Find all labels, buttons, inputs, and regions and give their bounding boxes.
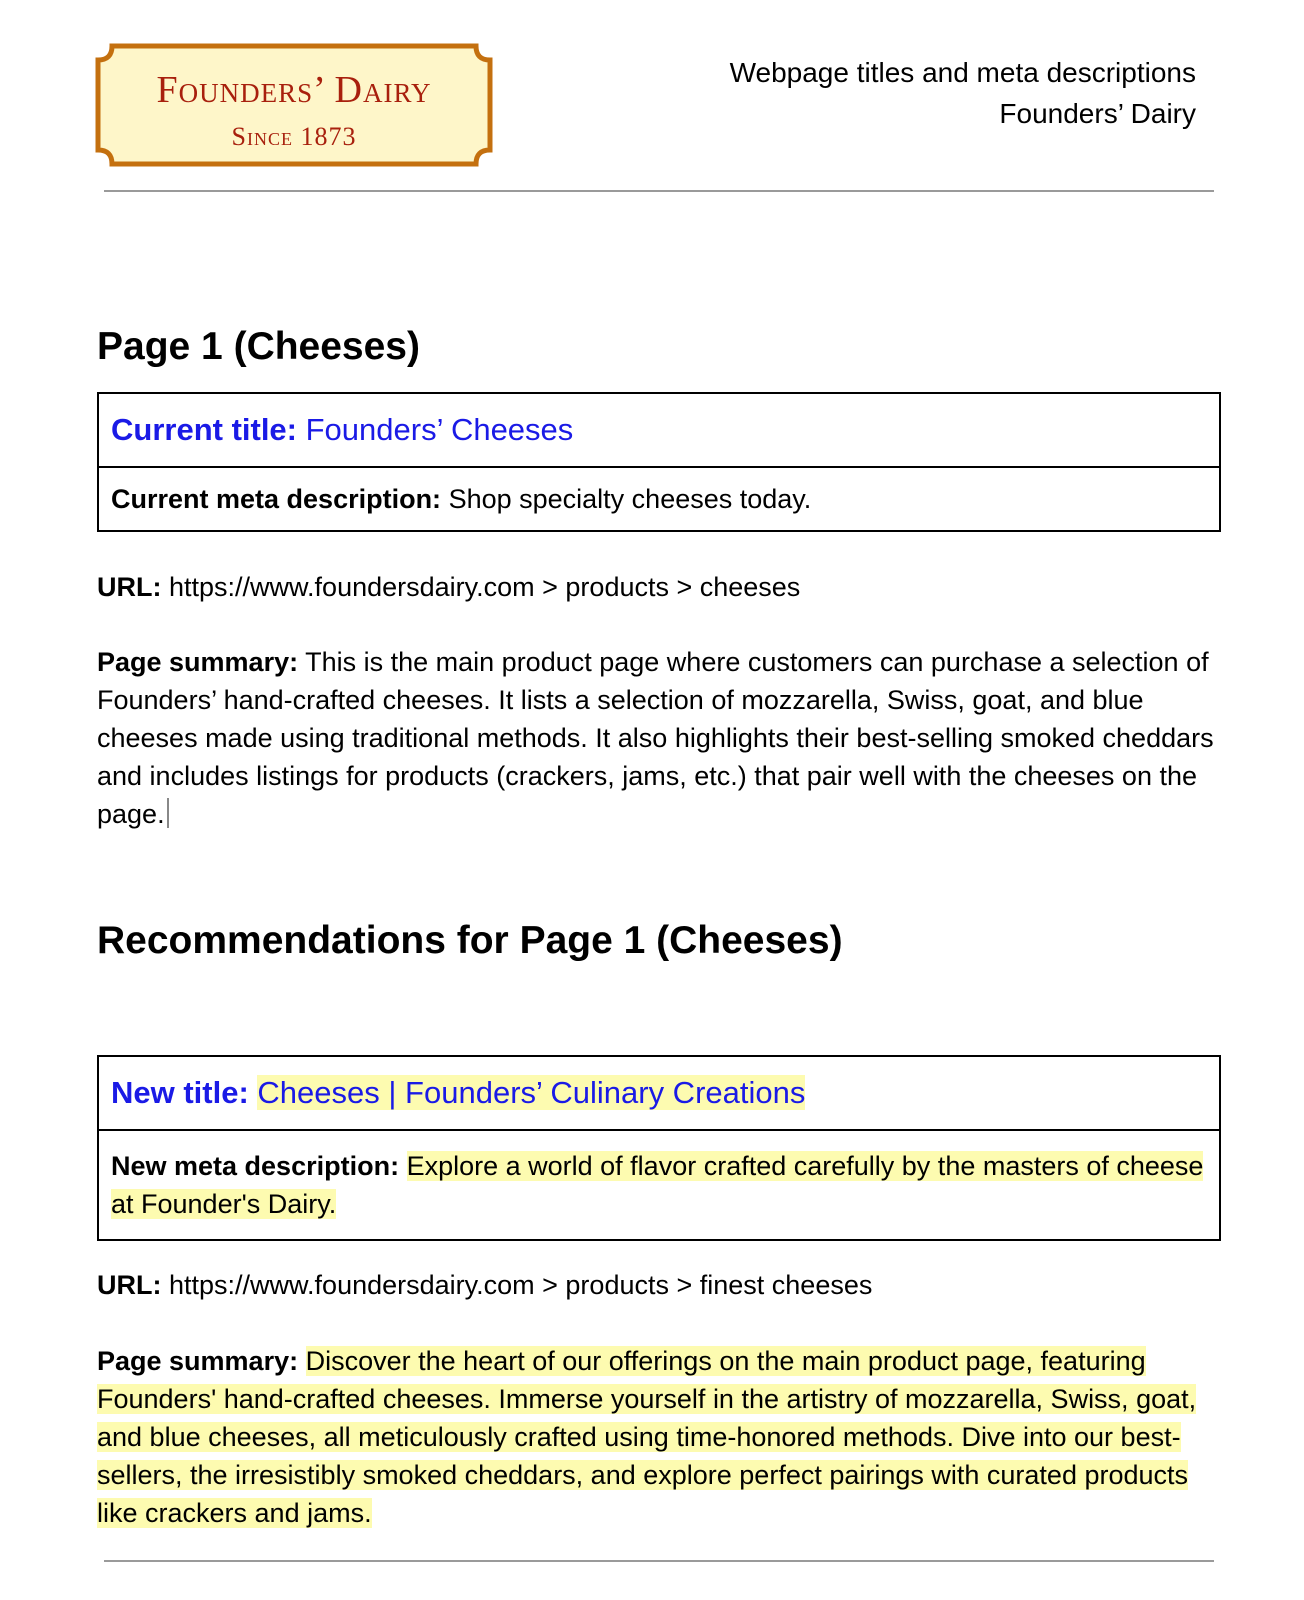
header-divider bbox=[104, 190, 1214, 192]
page1-heading: Page 1 (Cheeses) bbox=[97, 325, 420, 368]
new-meta-row bbox=[98, 1130, 1220, 1240]
new-summary-value[interactable]: Discover the heart of our offerings on the main product page, featuring Founders' hand-crafted cheeses. Immerse yourself in the artistry of mozzarella, Swiss, goat, and blue cheeses, all meticulously crafted using time-honored methods. Dive into our best-sellers, the irresistibly smoked cheddars, and explore perfect pairings with curated products like crackers and jams. bbox=[97, 1346, 1197, 1528]
current-url-line bbox=[97, 568, 1221, 606]
company-name: Founders’ Dairy bbox=[999, 98, 1196, 129]
text-cursor bbox=[167, 798, 169, 828]
new-title-row bbox=[98, 1056, 1220, 1130]
new-meta-label: New meta description: bbox=[111, 1151, 400, 1181]
founders-dairy-logo bbox=[94, 42, 494, 168]
document-title: Webpage titles and meta descriptions bbox=[729, 57, 1196, 88]
new-title-value[interactable]: Cheeses | Founders’ Culinary Creations bbox=[257, 1075, 806, 1110]
recommendations-heading: Recommendations for Page 1 (Cheeses) bbox=[97, 919, 843, 962]
current-title-label: Current title: bbox=[111, 412, 297, 447]
new-url-label: URL: bbox=[97, 1270, 162, 1300]
logo-tagline: Since 1873 bbox=[231, 122, 357, 151]
new-url-value[interactable]: https://www.foundersdairy.com > products > finest cheeses bbox=[169, 1270, 873, 1300]
new-summary-paragraph bbox=[97, 1342, 1221, 1532]
new-meta-value[interactable]: Explore a world of flavor crafted carefully by the masters of cheese at Founder's Dairy. bbox=[111, 1151, 1204, 1219]
current-meta-table bbox=[97, 392, 1221, 532]
current-meta-row bbox=[98, 467, 1220, 531]
current-summary-label: Page summary: bbox=[97, 647, 299, 677]
current-meta-value[interactable]: Shop specialty cheeses today. bbox=[448, 484, 812, 514]
document-header bbox=[730, 52, 1196, 134]
current-url-label: URL: bbox=[97, 572, 162, 602]
current-title-value[interactable]: Founders’ Cheeses bbox=[305, 412, 574, 447]
current-title-row bbox=[98, 393, 1220, 467]
current-summary-value[interactable]: This is the main product page where customers can purchase a selection of Founders’ hand-crafted cheeses. It lists a selection of mozzarella, Swiss, goat, and blue cheeses made using traditional methods. It also highlights their best-selling smoked cheddars and includes listings for products (crackers, jams, etc.) that pair well with the cheeses on the page. bbox=[97, 647, 1214, 829]
logo-name: Founders’ Dairy bbox=[156, 69, 432, 111]
new-summary-label: Page summary: bbox=[97, 1346, 299, 1376]
new-meta-table bbox=[97, 1055, 1221, 1241]
new-url-line bbox=[97, 1266, 1221, 1304]
new-title-label: New title: bbox=[111, 1075, 249, 1110]
footer-divider bbox=[104, 1560, 1214, 1562]
current-url-value[interactable]: https://www.foundersdairy.com > products > cheeses bbox=[169, 572, 801, 602]
current-summary-paragraph bbox=[97, 643, 1221, 833]
current-meta-label: Current meta description: bbox=[111, 484, 442, 514]
